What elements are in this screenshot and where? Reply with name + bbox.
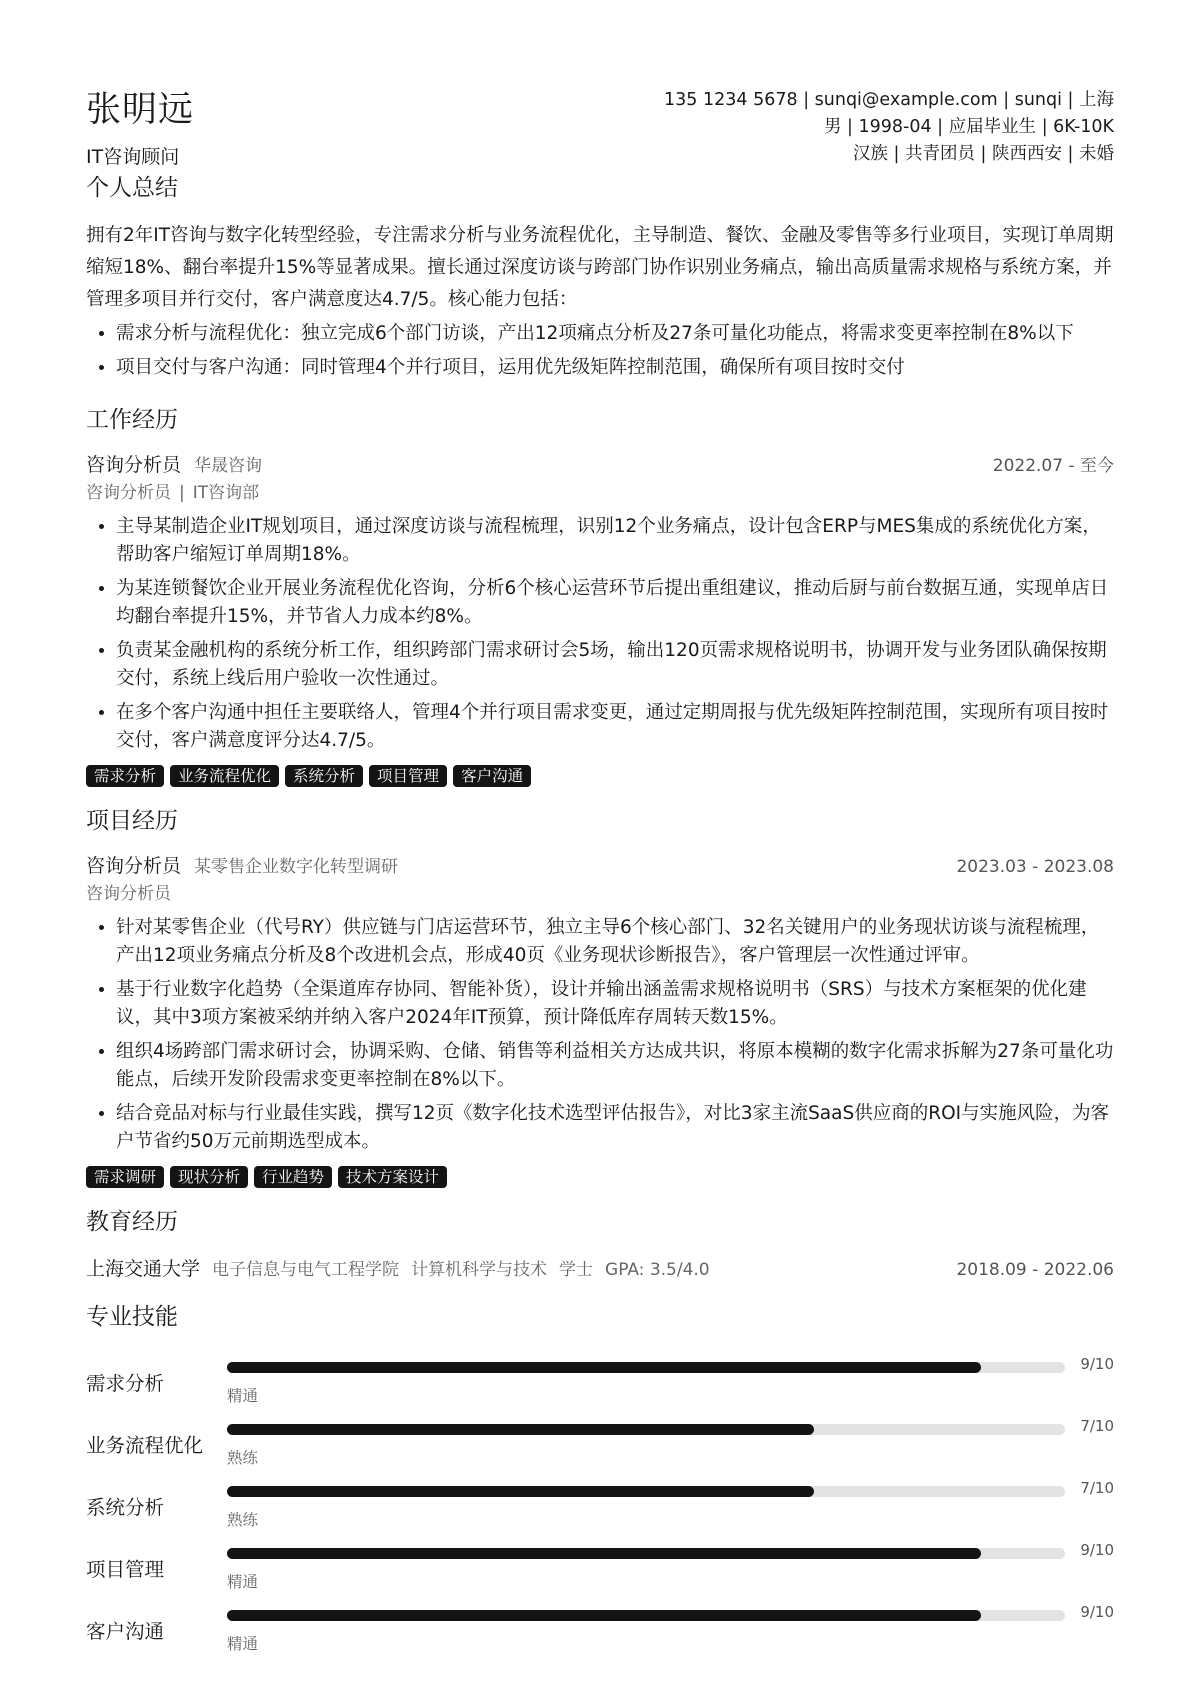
contact-line: 135 1234 5678 | sunqi@example.com | sunqi | 上海 [664, 90, 1114, 110]
bullet-item: • 组织4场跨部门需求研讨会，协调采购、仓储、销售等利益相关方达成共识，将原本模糊的数字化需求拆解为27条可量化功能点，后续开发阶段需求变更率控制在8%以下。 [116, 1038, 1114, 1094]
skill-tag: 现状分析 [170, 1166, 248, 1188]
section-heading: 教育经历 [86, 1209, 178, 1235]
skill-level: 精通 [227, 1387, 259, 1405]
work-section [86, 404, 1114, 787]
section-heading: 项目经历 [86, 808, 178, 834]
skill-bar-track [227, 1424, 1065, 1435]
section-heading: 个人总结 [86, 175, 178, 201]
skill-score: 7/10 [1080, 1479, 1114, 1497]
project-name: 某零售企业数字化转型调研 [194, 857, 399, 877]
skill-list [86, 1355, 1114, 1665]
skill-row [86, 1417, 1114, 1479]
skill-score: 9/10 [1080, 1541, 1114, 1559]
school-name: 上海交通大学 [86, 1258, 201, 1280]
skill-row [86, 1541, 1114, 1603]
work-entry-title-group [86, 450, 262, 477]
contact-info [664, 87, 1114, 168]
bullet-item: • 针对某零售企业（代号RY）供应链与门店运营环节，独立主导6个核心部门、32名关键用户的业务现状访谈与流程梳理，产出12项业务痛点分析及8个改进机会点，形成40页《业务现状诊断报告》，客户管理层一次性通过评审。 [116, 914, 1114, 970]
skill-level: 熟练 [227, 1511, 259, 1529]
summary-text: 拥有2年IT咨询与数字化转型经验，专注需求分析与业务流程优化，主导制造、餐饮、金融及零售等多行业项目，实现订单周期缩短18%、翻台率提升15%等显著成果。擅长通过深度访谈与跨部门协作识别业务痛点，输出高质量需求规格与系统方案，并管理多项目并行交付，客户满意度达4.7/5。核心能力包括： [86, 225, 1114, 310]
bullet-item: • 在多个客户沟通中担任主要联络人，管理4个并行项目需求变更，通过定期周报与优先级矩阵控制范围，实现所有项目按时交付，客户满意度评分达4.7/5。 [116, 699, 1114, 755]
bullet-item: • 负责某金融机构的系统分析工作，组织跨部门需求研讨会5场，输出120页需求规格说明书，协调开发与业务团队确保按期交付，系统上线后用户验收一次性通过。 [116, 637, 1114, 693]
skill-name: 业务流程优化 [86, 1434, 204, 1457]
resume-header [86, 0, 1114, 168]
project-entry-subtitle [86, 882, 1114, 906]
summary-section [86, 172, 1114, 382]
summary-bullets [86, 320, 1114, 382]
date-range: 2023.03 - 2023.08 [956, 857, 1114, 877]
job-title: 咨询分析员 [86, 454, 182, 476]
skill-name: 系统分析 [86, 1496, 165, 1519]
work-entry-header [86, 450, 1114, 477]
gpa: GPA: 3.5/4.0 [605, 1260, 710, 1280]
skill-row [86, 1603, 1114, 1665]
skill-score: 9/10 [1080, 1355, 1114, 1373]
department: IT咨询部 [192, 483, 260, 503]
skill-level: 精通 [227, 1635, 259, 1653]
skill-tag: 客户沟通 [453, 765, 531, 787]
bullet-item: • 主导某制造企业IT规划项目，通过深度访谈与流程梳理，识别12个业务痛点，设计包含ERP与MES集成的系统优化方案，帮助客户缩短订单周期18%。 [116, 513, 1114, 569]
skill-tag: 技术方案设计 [338, 1166, 447, 1188]
divider: | [179, 483, 185, 503]
work-tags [86, 765, 1114, 787]
date-range: 2022.07 - 至今 [992, 456, 1114, 476]
bullet-item: • 需求分析与流程优化：独立完成6个部门访谈，产出12项痛点分析及27条可量化功能点，将需求变更率控制在8%以下 [116, 320, 1114, 348]
skill-bar-track [227, 1548, 1065, 1559]
skill-bar-fill [227, 1548, 981, 1559]
skills-section [86, 1301, 1114, 1665]
project-role: 咨询分析员 [86, 884, 171, 904]
skill-bar-fill [227, 1486, 814, 1497]
project-entry-title-group [86, 851, 398, 878]
skill-tag: 需求调研 [86, 1166, 164, 1188]
skill-row [86, 1479, 1114, 1541]
skill-tag: 业务流程优化 [170, 765, 279, 787]
college-name: 电子信息与电气工程学院 [212, 1260, 400, 1280]
skill-bar-track [227, 1486, 1065, 1497]
major: 计算机科学与技术 [411, 1260, 548, 1280]
contact-line: 男 | 1998-04 | 应届毕业生 | 6K-10K [823, 117, 1114, 137]
skill-row [86, 1355, 1114, 1417]
section-heading: 工作经历 [86, 407, 178, 433]
project-entry-header [86, 851, 1114, 878]
bullet-item: • 为某连锁餐饮企业开展业务流程优化咨询，分析6个核心运营环节后提出重组建议，推动后厨与前台数据互通，实现单店日均翻台率提升15%，并节省人力成本约8%。 [116, 575, 1114, 631]
contact-line: 汉族 | 共青团员 | 陕西西安 | 未婚 [852, 144, 1114, 164]
section-heading: 专业技能 [86, 1304, 178, 1330]
project-tags [86, 1166, 1114, 1188]
skill-bar-track [227, 1610, 1065, 1621]
skill-tag: 项目管理 [369, 765, 447, 787]
project-section [86, 805, 1114, 1188]
education-section [86, 1206, 1114, 1281]
skill-level: 精通 [227, 1573, 259, 1591]
bullet-item: • 基于行业数字化趋势（全渠道库存协同、智能补货），设计并输出涵盖需求规格说明书（SRS）与技术方案框架的优化建议，其中3项方案被采纳并纳入客户2024年IT预算，预计降低库存周转天数15%。 [116, 976, 1114, 1032]
skill-name: 项目管理 [86, 1558, 165, 1581]
skill-bar-fill [227, 1424, 814, 1435]
project-role-title: 咨询分析员 [86, 855, 182, 877]
date-range: 2018.09 - 2022.06 [956, 1260, 1114, 1280]
bullet-item: • 结合竞品对标与行业最佳实践，撰写12页《数字化技术选型评估报告》，对比3家主流SaaS供应商的ROI与实施风险，为客户节省约50万元前期选型成本。 [116, 1100, 1114, 1156]
skill-bar-fill [227, 1362, 981, 1373]
skill-score: 7/10 [1080, 1417, 1114, 1435]
work-entry-subtitle [86, 481, 1114, 505]
skill-level: 熟练 [227, 1449, 259, 1467]
degree: 学士 [559, 1260, 594, 1280]
education-details [86, 1254, 710, 1281]
skill-bar-fill [227, 1610, 981, 1621]
work-bullets [86, 513, 1114, 755]
skill-name: 需求分析 [86, 1372, 165, 1395]
company-name: 华晟咨询 [194, 456, 263, 476]
education-entry [86, 1254, 1114, 1281]
candidate-title: IT咨询顾问 [86, 146, 180, 168]
skill-bar-track [227, 1362, 1065, 1373]
skill-name: 客户沟通 [86, 1620, 165, 1643]
candidate-name: 张明远 [86, 90, 195, 130]
skill-score: 9/10 [1080, 1603, 1114, 1621]
project-bullets [86, 914, 1114, 1156]
job-role: 咨询分析员 [86, 483, 171, 503]
skill-tag: 需求分析 [86, 765, 164, 787]
bullet-item: • 项目交付与客户沟通：同时管理4个并行项目，运用优先级矩阵控制范围，确保所有项目按时交付 [116, 354, 1114, 382]
skill-tag: 行业趋势 [254, 1166, 332, 1188]
skill-tag: 系统分析 [285, 765, 363, 787]
